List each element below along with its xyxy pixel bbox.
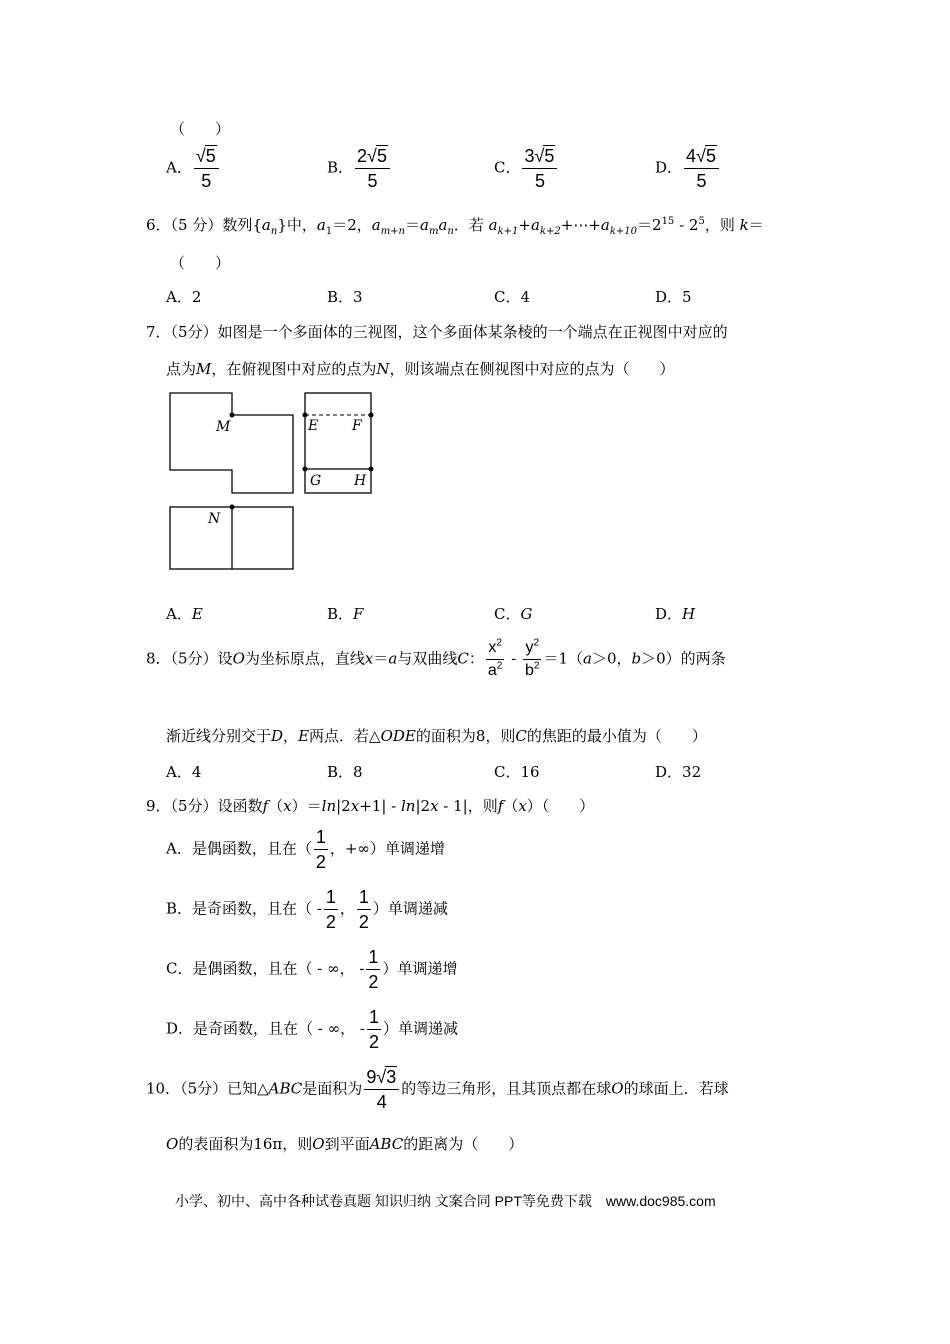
q9-option-c: C．是偶函数，且在（ - ∞， - $\frac{1}{2}$ ）单调递增 [166, 947, 458, 992]
q6-option-b: B．3 [327, 288, 363, 306]
q5-option-c: C． $\frac{3√5}{5}$ [494, 147, 559, 190]
q10-area-fraction: $\frac{9√3}{4}$ [364, 1068, 399, 1111]
label-m: M [216, 419, 231, 435]
q8-option-a: A．4 [166, 763, 202, 781]
q5-option-c-fraction: $\frac{3√5}{5}$ [522, 147, 557, 190]
q8-option-d: D．32 [655, 763, 702, 781]
q7-option-a: A．E [166, 605, 203, 623]
q7-option-c: C．G [494, 605, 533, 623]
q6-option-a: A．2 [166, 288, 202, 306]
q8-option-c: C．16 [494, 763, 540, 781]
q8-stem-line2: 渐近线分别交于D，E两点．若△ODE的面积为8，则C的焦距的最小值为（ ） [166, 727, 707, 745]
q6-stem: 6．（5 分）数列$\{a_n\}$中，$a_1=2$，$a_{m+n}=a_ma_n$．若 $a_{k+1}+a_{k+2}+\cdots+a_{k+10}=2^{15} - 2^5$，则 k＝ [146, 216, 764, 237]
label-e: E [308, 418, 319, 434]
q7-option-d: D．H [655, 605, 696, 623]
q8-x-fraction: $\frac{x^2}{a^2}$ [487, 637, 503, 679]
three-view-figure [160, 385, 390, 580]
q5-option-d: D． $\frac{4√5}{5}$ [655, 147, 721, 190]
label-g: G [310, 473, 322, 489]
q7-stem-line1: 7．（5分）如图是一个多面体的三视图，这个多面体某条棱的一个端点在正视图中对应的 [146, 323, 728, 341]
q9-option-d: D．是奇函数，且在（ - ∞， - $\frac{1}{2}$ ）单调递减 [166, 1007, 458, 1052]
q10-stem-line1: 10．（5分）已知△ABC是面积为 $\frac{9√3}{4}$ 的等边三角形，且其顶点都在球O的球面上．若球 [146, 1067, 729, 1112]
label-n: N [208, 511, 221, 527]
label-f: F [352, 418, 362, 434]
q6-option-d: D．5 [655, 288, 692, 306]
q8-option-b: B．8 [327, 763, 363, 781]
q10-stem-line2: O的表面积为16π，则O到平面ABC的距离为（ ） [166, 1135, 524, 1153]
q5-option-b: B． $\frac{2√5}{5}$ [327, 147, 392, 190]
q8-stem-line1: 8．（5分）设O为坐标原点，直线x＝a与双曲线C： $\frac{x^2}{a^2}$ - $\frac{y^2}{b^2}$ ＝1（a＞0，b＞0）的两条 [146, 637, 726, 679]
q9-option-b: B．是奇函数，且在（ - $\frac{1}{2}$ ， $\frac{1}{2}$ ）单调递减 [166, 887, 448, 932]
q7-stem-line2: 点为M，在俯视图中对应的点为N，则该端点在侧视图中对应的点为（ ） [166, 360, 675, 378]
q9-stem: 9．（5分）设函数f（x）＝ln|2x+1| - ln|2x - 1|，则f（x）（ ） [146, 797, 595, 815]
q9-option-a: A．是偶函数，且在（ $\frac{1}{2}$ ，+∞）单调递增 [166, 827, 445, 872]
q5-option-a: A． $\frac{√5}{5}$ [166, 147, 221, 190]
label-h: H [354, 473, 367, 489]
q7-option-b: B．F [327, 605, 364, 623]
q5-option-a-fraction: $\frac{√5}{5}$ [194, 147, 219, 190]
q8-y-fraction: $\frac{y^2}{b^2}$ [524, 637, 540, 679]
q6-answer-paren: （ ） [170, 254, 231, 272]
q5-option-d-fraction: $\frac{4√5}{5}$ [684, 147, 719, 190]
front-view [170, 393, 293, 493]
q5-option-b-fraction: $\frac{2√5}{5}$ [355, 147, 390, 190]
q6-option-c: C．4 [494, 288, 531, 306]
page-footer: 小学、初中、高中各种试卷真题 知识归纳 文案合同 PPT等免费下载 www.doc985.com [175, 1193, 716, 1209]
q5-answer-paren: （ ） [170, 120, 231, 138]
